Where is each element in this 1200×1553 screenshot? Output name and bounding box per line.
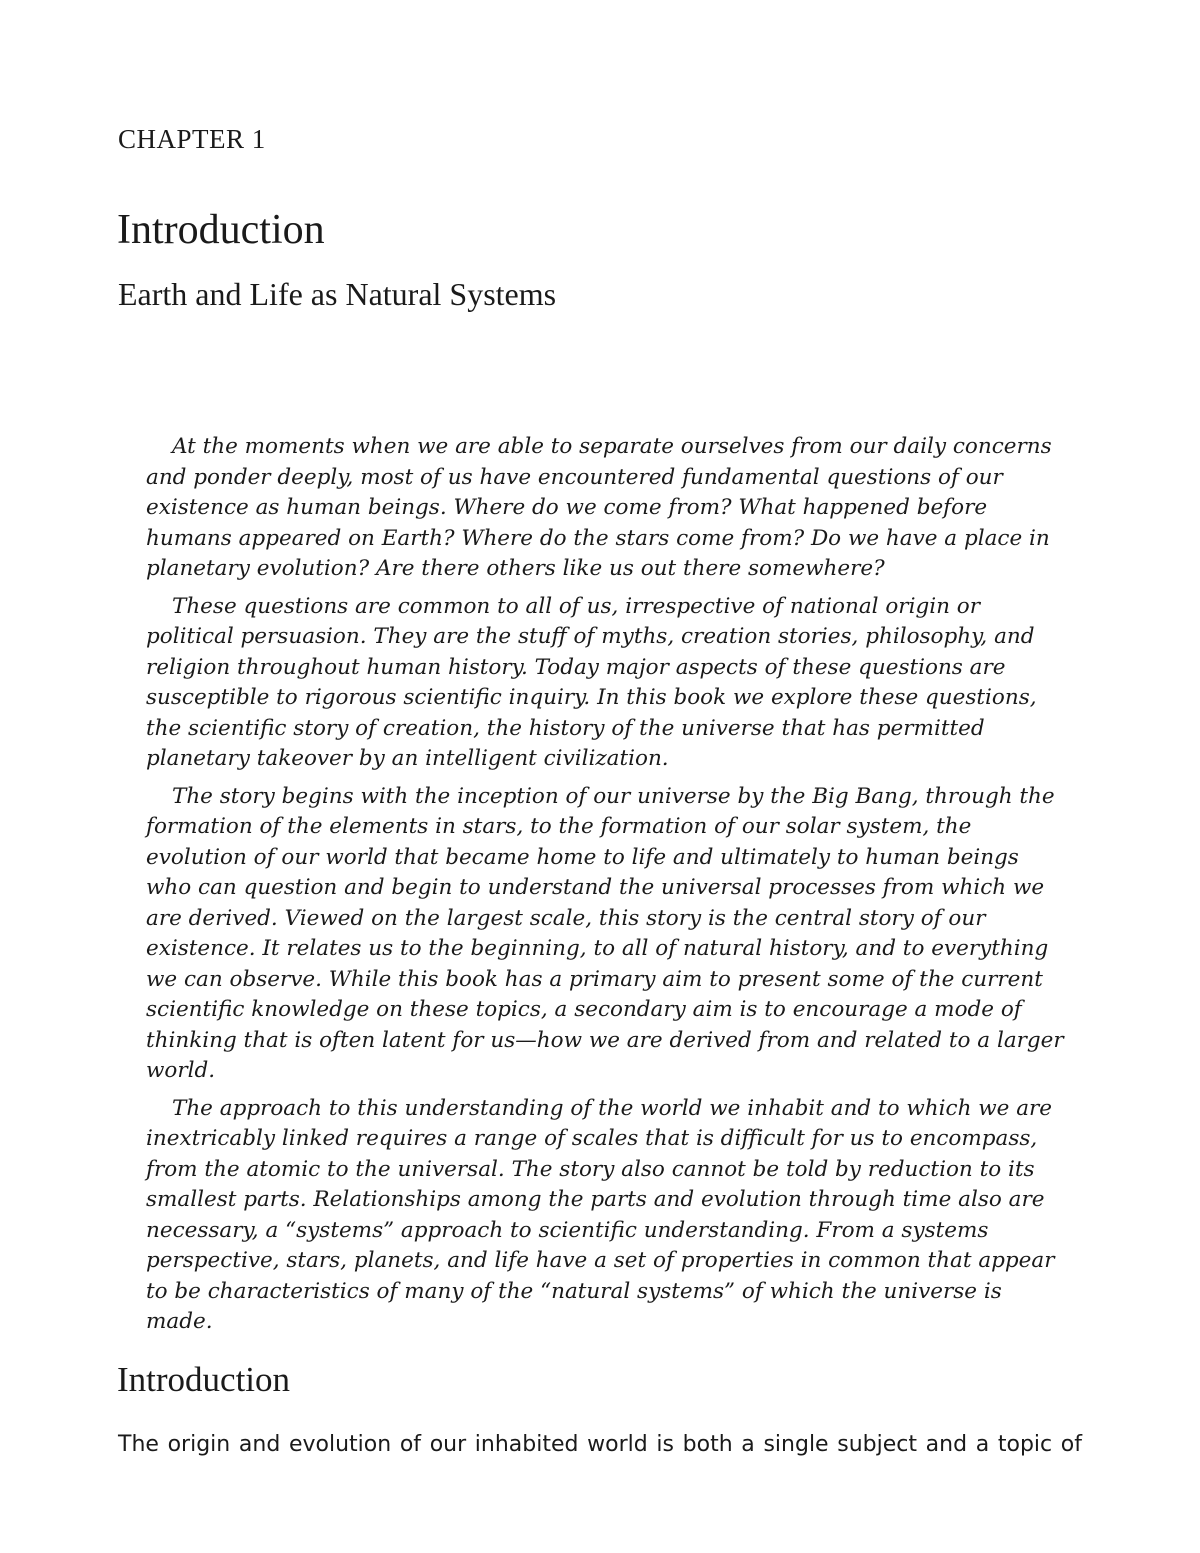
epigraph-paragraph: These questions are common to all of us, irrespective of national origin or political persuasion. They are the stuff of myths, creation stories, philosophy, and religion throughout human history. Today major aspects of these questions are susceptible to rigorous scientific inquiry. In this book we explore these questions, the scientific story of creation, the history of the universe that has permitted planetary takeover by an intelligent civilization. (146, 593, 1037, 771)
epigraph-paragraph: The approach to this understanding of the world we inhabit and to which we are inextricably linked requires a range of scales that is difficult for us to encompass, from the atomic to the universal. The story also cannot be told by reduction to its smallest parts. Relationships among the parts and evolution through time also are necessary, a “systems” approach to scientific understanding. From a systems perspective, stars, planets, and life have a set of properties in common that appear to be characteristics of many of the “natural systems” of which the universe is made. (146, 1095, 1055, 1334)
epigraph-paragraph: At the moments when we are able to separate ourselves from our daily concerns and ponder deeply, most of us have encountered fundamental questions of our existence as human beings. Where do we come from? What happened before humans appeared on Earth? Where do the stars come from? Do we have a place in planetary evolution? Are there others like us out there somewhere? (146, 434, 1052, 581)
epigraph-paragraph: The story begins with the inception of our universe by the Big Bang, through the formation of the elements in stars, to the formation of our solar system, the evolution of our world that became home to life and ultimately to human beings who can question and begin to understand the universal processes from which we are derived. Viewed on the largest scale, this story is the central story of our existence. It relates us to the beginning, to all of natural history, and to everything we can observe. While this book has a primary aim to present some of the current scientific knowledge on these topics, a secondary aim is to encourage a mode of thinking that is often latent for us—how we are derived from and related to a larger world. (146, 783, 1064, 1083)
chapter-subtitle: Earth and Life as Natural Systems (118, 276, 557, 312)
chapter-title: Introduction (117, 207, 325, 253)
body-text (118, 1430, 1082, 1460)
body-paragraph: The origin and evolution of our inhabited world is both a single subject and a topic of (118, 1432, 1082, 1457)
epigraph (146, 432, 1066, 1345)
chapter-label: CHAPTER 1 (118, 124, 266, 154)
section-heading: Introduction (117, 1360, 291, 1399)
